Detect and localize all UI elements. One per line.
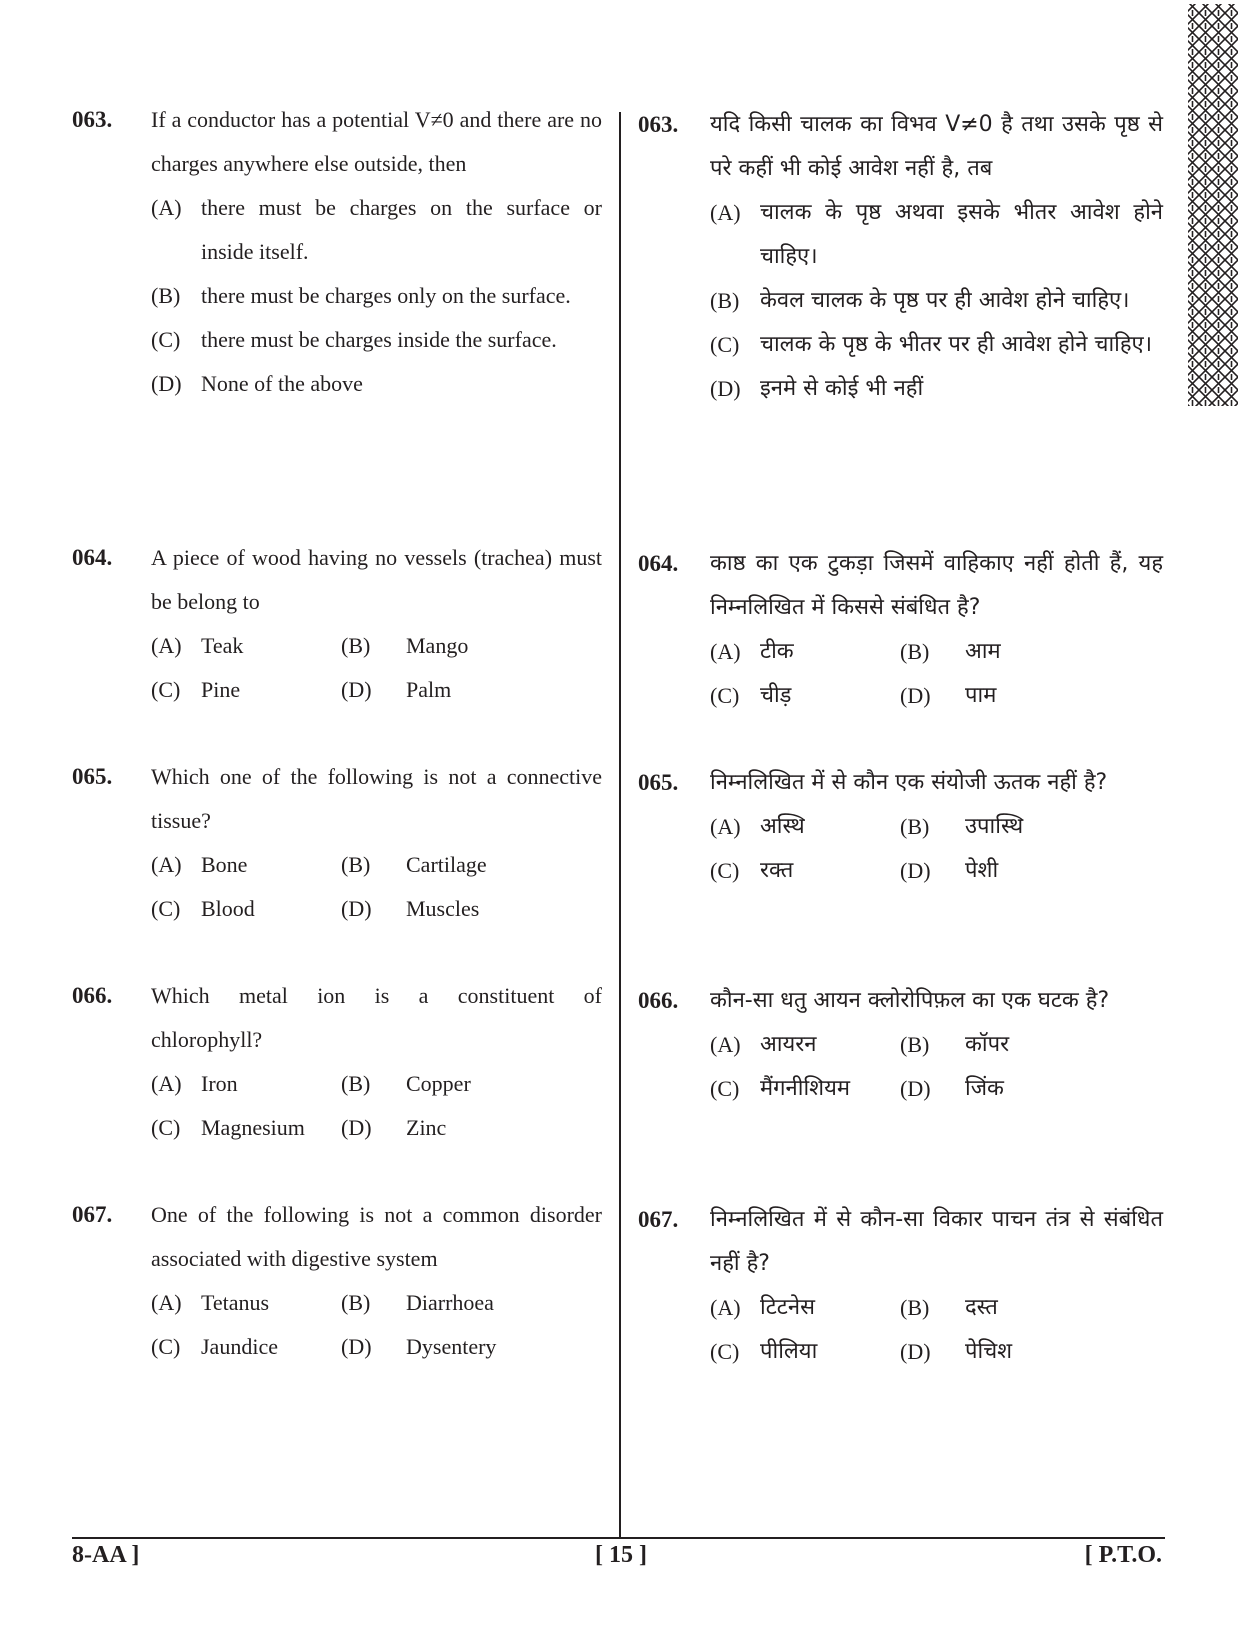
question-065-en [72,755,602,931]
question-number: 067. [638,1207,679,1232]
options-grid [710,630,1163,718]
option-a: (A) there must be charges on the surface or inside itself. [151,195,602,264]
question-number: 063. [638,112,679,137]
booklet-code: 8-AA ] [72,1542,140,1568]
option-a: (A) Iron [151,1071,238,1096]
option-b: (B) उपास्थि [900,814,1024,839]
option-b: (B) Cartilage [341,852,487,877]
option-c: (C) चीड़ [710,683,792,708]
option-b: (B) कॉपर [900,1032,1010,1057]
question-067-hi [638,1198,1163,1374]
question-066-hi [638,979,1163,1111]
option-d: (D) पेशी [900,858,999,883]
option-b: (B) Diarrhoea [341,1290,494,1315]
option-d: (D) इनमे से कोई भी नहीं [710,376,924,401]
option-a: (A) टिटनेस [710,1295,815,1320]
page-number: [ 15 ] [595,1542,647,1568]
footer-rule [72,1537,1165,1539]
question-text: A piece of wood having no vessels (trachea) must be belong to [151,545,602,614]
question-text: One of the following is not a common disorder associated with digestive system [151,1202,602,1271]
question-063-en [72,98,602,406]
question-text: निम्नलिखित में से कौन-सा विकार पाचन तंत्र से संबंधित नहीं है? [710,1207,1163,1276]
column-divider [619,112,621,1537]
question-number: 065. [72,764,113,789]
question-text: कौन-सा धतु आयन क्लोरोपिफ़ल का एक घटक है? [710,988,1110,1013]
option-d: (D) पेचिश [900,1339,1013,1364]
question-text: If a conductor has a potential V≠0 and there are no charges anywhere else outside, then [151,107,602,176]
decorative-border-pattern [1186,0,1238,410]
option-c: (C) Magnesium [151,1115,305,1140]
options-grid [151,624,602,712]
question-number: 064. [638,551,679,576]
option-d: (D) जिंक [900,1076,1004,1101]
option-c: (C) मैंगनीशियम [710,1076,851,1101]
option-d: (D) Zinc [341,1115,447,1140]
option-d: (D) None of the above [151,371,363,396]
pto-label: [ P.T.O. [1084,1542,1162,1568]
question-text: Which metal ion is a constituent of chlorophyll? [151,983,602,1052]
option-c: (C) there must be charges inside the surface. [151,327,557,352]
question-064-hi [638,542,1163,718]
question-063-hi [638,103,1163,411]
option-c: (C) रक्त [710,858,794,883]
option-c: (C) पीलिया [710,1339,818,1364]
option-a: (A) Bone [151,852,248,877]
options-grid [151,1281,602,1369]
option-a: (A) आयरन [710,1032,817,1057]
question-number: 067. [72,1202,113,1227]
question-number: 065. [638,770,679,795]
option-a: (A) Tetanus [151,1290,270,1315]
option-a: (A) चालक के पृष्ठ अथवा इसके भीतर आवेश होने चाहिए। [710,200,1163,269]
question-066-en [72,974,602,1150]
option-b: (B) Mango [341,633,469,658]
option-d: (D) Palm [341,677,452,702]
option-a: (A) टीक [710,639,794,664]
question-number: 063. [72,107,113,132]
option-d: (D) Muscles [341,896,480,921]
option-b: (B) there must be charges only on the surface. [151,283,571,308]
options-grid [710,1023,1163,1111]
option-a: (A) अस्थि [710,814,805,839]
option-d: (D) Dysentery [341,1334,497,1359]
question-number: 066. [72,983,113,1008]
options-grid [151,843,602,931]
options-grid [710,1286,1163,1374]
option-b: (B) आम [900,639,1001,664]
option-b: (B) Copper [341,1071,471,1096]
option-b: (B) दस्त [900,1295,998,1320]
question-text: निम्नलिखित में से कौन एक संयोजी ऊतक नहीं है? [710,770,1108,795]
option-d: (D) पाम [900,683,997,708]
option-b: (B) केवल चालक के पृष्ठ पर ही आवेश होने चाहिए। [710,288,1130,313]
question-067-en [72,1193,602,1369]
option-c: (C) चालक के पृष्ठ के भीतर पर ही आवेश होने चाहिए। [710,332,1153,357]
option-c: (C) Pine [151,677,241,702]
question-text: यदि किसी चालक का विभव V≠0 है तथा उसके पृष्ठ से परे कहीं भी कोई आवेश नहीं है, तब [710,112,1163,181]
options-grid [151,1062,602,1150]
question-text: Which one of the following is not a connective tissue? [151,764,602,833]
question-064-en [72,536,602,712]
question-065-hi [638,761,1163,893]
option-c: (C) Blood [151,896,255,921]
question-text: काष्ठ का एक टुकड़ा जिसमें वाहिकाए नहीं होती हैं, यह निम्नलिखित में किससे संबंधित है? [710,551,1163,620]
option-a: (A) Teak [151,633,244,658]
options-grid [710,805,1163,893]
question-number: 066. [638,988,679,1013]
option-c: (C) Jaundice [151,1334,278,1359]
question-number: 064. [72,545,113,570]
